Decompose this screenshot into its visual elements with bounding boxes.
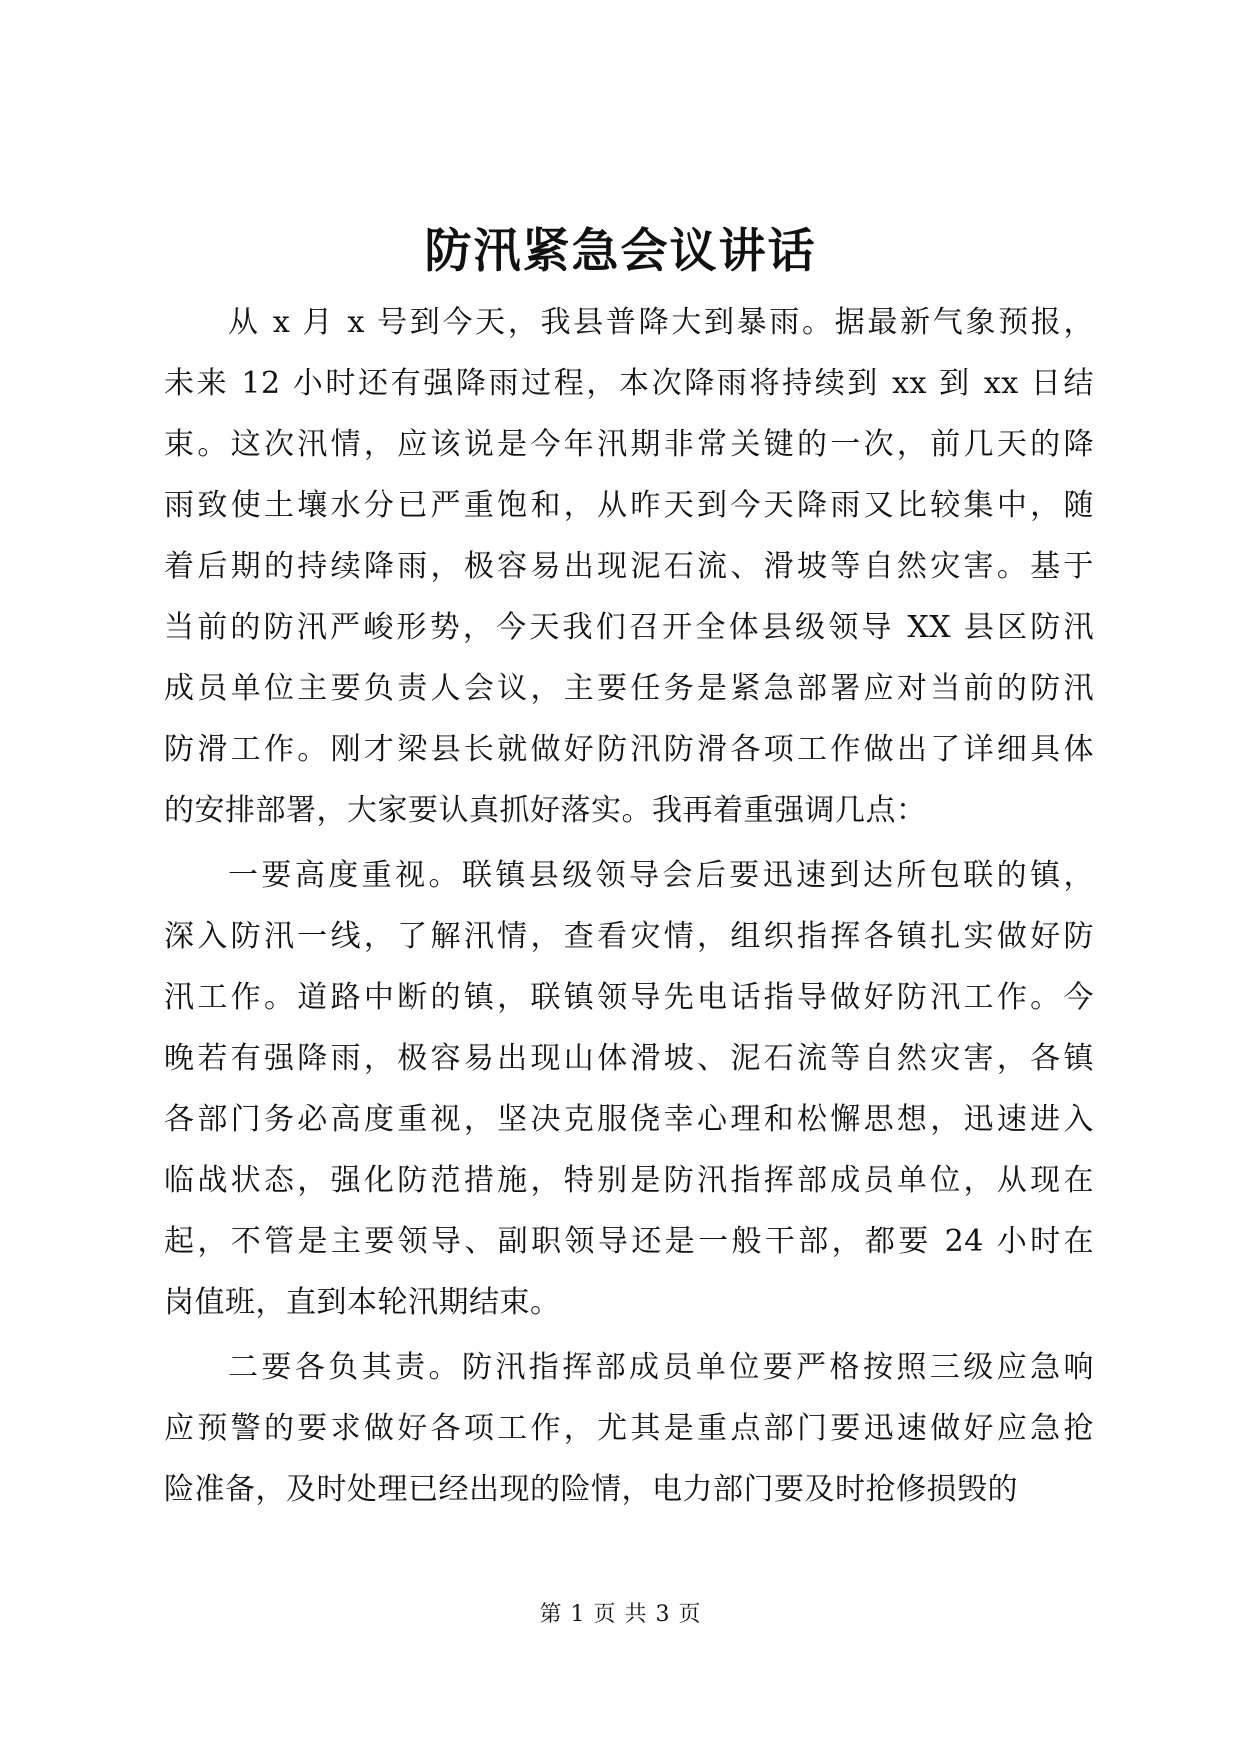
document-body: [164, 292, 1094, 1520]
text-line: 临战状态，强化防范措施，特别是防汛指挥部成员单位，从现在: [164, 1163, 1094, 1198]
text-line: 一要高度重视。联镇县级领导会后要迅速到达所包联的镇，: [228, 858, 1094, 893]
document-title: 防汛紧急会议讲话: [424, 224, 817, 279]
text-line: 未来 12 小时还有强降雨过程，本次降雨将持续到 xx 到 xx 日结: [164, 366, 1094, 401]
text-line: 岗值班，直到本轮汛期结束。: [164, 1285, 561, 1320]
text-line: 应预警的要求做好各项工作，尤其是重点部门要迅速做好应急抢: [164, 1411, 1094, 1446]
text-line: 成员单位主要负责人会议，主要任务是紧急部署应对当前的防汛: [164, 671, 1094, 706]
text-line: 当前的防汛严峻形势，今天我们召开全体县级领导 XX 县区防汛: [164, 610, 1094, 645]
page-footer: 第 1 页 共 3 页: [539, 1602, 702, 1627]
text-line: 晚若有强降雨，极容易出现山体滑坡、泥石流等自然灾害，各镇: [164, 1041, 1094, 1076]
text-line: 二要各负其责。防汛指挥部成员单位要严格按照三级应急响: [228, 1350, 1094, 1385]
paragraph: [164, 845, 1094, 1333]
text-line: 防滑工作。刚才梁县长就做好防汛防滑各项工作做出了详细具体: [164, 732, 1094, 767]
text-line: 雨致使土壤水分已严重饱和，从昨天到今天降雨又比较集中，随: [164, 488, 1094, 523]
text-line: 汛工作。道路中断的镇，联镇领导先电话指导做好防汛工作。今: [164, 980, 1094, 1015]
text-line: 着后期的持续降雨，极容易出现泥石流、滑坡等自然灾害。基于: [164, 549, 1094, 584]
text-line: 各部门务必高度重视，坚决克服侥幸心理和松懈思想，迅速进入: [164, 1102, 1094, 1137]
text-line: 从 x 月 x 号到今天，我县普降大到暴雨。据最新气象预报，: [228, 305, 1094, 340]
text-line: 深入防汛一线，了解汛情，查看灾情，组织指挥各镇扎实做好防: [164, 919, 1094, 954]
text-line: 束。这次汛情，应该说是今年汛期非常关键的一次，前几天的降: [164, 427, 1094, 462]
text-line: 险准备，及时处理已经出现的险情，电力部门要及时抢修损毁的: [164, 1472, 1018, 1507]
text-line: 起，不管是主要领导、副职领导还是一般干部，都要 24 小时在: [164, 1224, 1094, 1259]
paragraph: [164, 292, 1094, 841]
paragraph: [164, 1337, 1094, 1520]
text-line: 的安排部署，大家要认真抓好落实。我再着重强调几点：: [164, 793, 927, 828]
